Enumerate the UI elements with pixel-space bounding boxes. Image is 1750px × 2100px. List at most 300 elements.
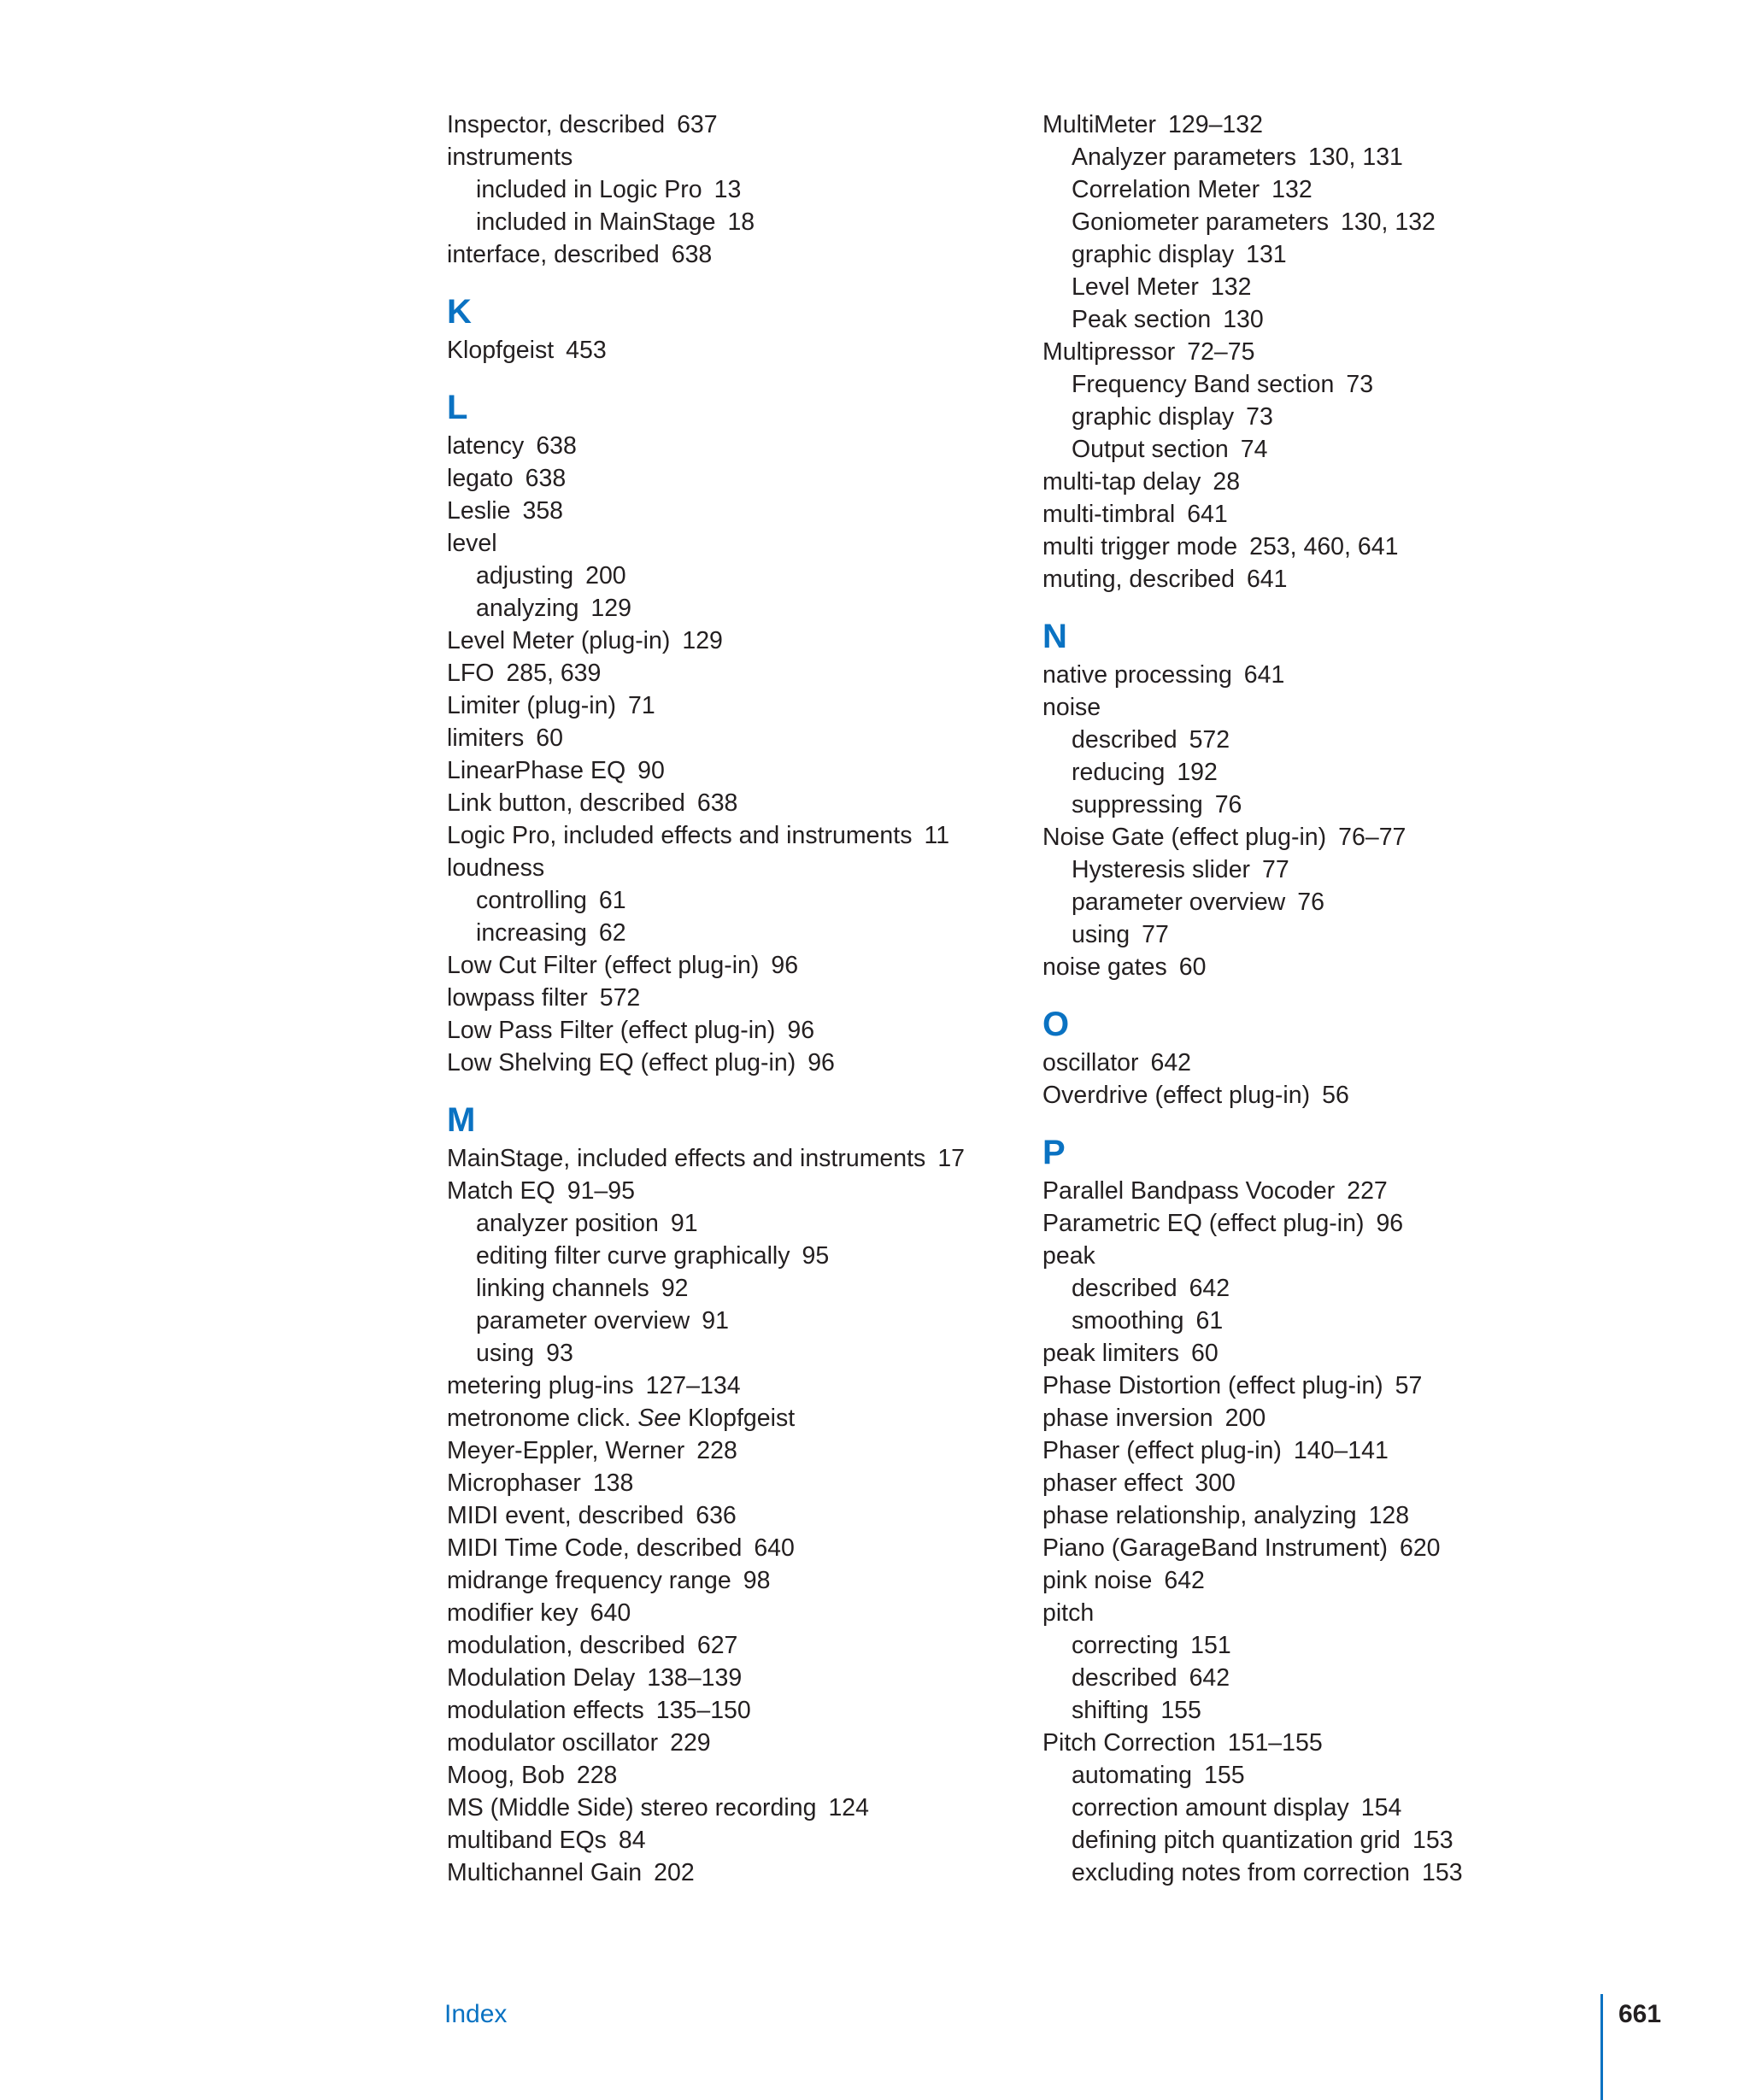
index-term: Hysteresis slider [1072, 856, 1251, 883]
index-term: peak limiters [1042, 1340, 1179, 1367]
index-page-numbers: 138–139 [647, 1664, 743, 1692]
index-entry [447, 1597, 994, 1629]
index-term: Meyer-Eppler, Werner [447, 1437, 685, 1464]
index-term: Phase Distortion (effect plug-in) [1042, 1372, 1383, 1399]
index-entry [447, 1499, 994, 1532]
index-page-numbers: 155 [1204, 1762, 1245, 1789]
index-term: Parametric EQ (effect plug-in) [1042, 1210, 1365, 1237]
index-letter-heading: N [1042, 618, 1067, 655]
index-subentry [1042, 1272, 1589, 1305]
index-term: Link button, described [447, 789, 685, 817]
index-subentry [447, 173, 994, 206]
index-entry [447, 527, 994, 560]
index-page-numbers: 62 [598, 919, 626, 947]
index-page-numbers: 572 [599, 984, 641, 1012]
index-term: shifting [1072, 1697, 1149, 1724]
index-page-numbers: 129–132 [1168, 111, 1263, 138]
index-term: lowpass filter [447, 984, 588, 1012]
index-page-numbers: 17 [937, 1145, 966, 1172]
index-entry [447, 1175, 994, 1207]
index-entry [1042, 1240, 1589, 1272]
index-page-numbers: 637 [677, 111, 718, 138]
index-entry [447, 1370, 994, 1402]
index-page-numbers: 636 [696, 1502, 737, 1529]
index-entry [1042, 1047, 1589, 1079]
index-entry [1042, 466, 1589, 498]
index-page-numbers: 640 [754, 1534, 795, 1562]
index-page-numbers: 77 [1142, 921, 1169, 948]
index-term: suppressing [1072, 791, 1203, 818]
index-term: Modulation Delay [447, 1664, 636, 1692]
index-entry [447, 1467, 994, 1499]
index-page-numbers: 641 [1187, 501, 1228, 528]
index-page-numbers: 60 [1190, 1340, 1219, 1367]
index-entry [447, 1759, 994, 1792]
index-entry [447, 238, 994, 271]
index-entry [447, 462, 994, 495]
index-page-numbers: 91 [702, 1307, 729, 1334]
index-page-numbers: 200 [585, 562, 626, 590]
index-subentry [1042, 1305, 1589, 1337]
index-entry [447, 1629, 994, 1662]
index-term: Peak section [1072, 306, 1212, 333]
index-term: instruments [447, 144, 573, 171]
index-entry [447, 689, 994, 722]
index-term: MainStage, included effects and instruments [447, 1145, 926, 1172]
index-letter-heading: K [447, 293, 472, 331]
index-term: Inspector, described [447, 111, 666, 138]
index-term: loudness [447, 854, 545, 882]
index-entry [1042, 821, 1589, 853]
see-reference-label: See [637, 1405, 682, 1432]
index-entry [1042, 1467, 1589, 1499]
index-subentry [447, 917, 994, 949]
index-term: modulator oscillator [447, 1729, 659, 1757]
index-page-numbers: 127–134 [645, 1372, 741, 1399]
index-term: Limiter (plug-in) [447, 692, 616, 719]
index-term: Overdrive (effect plug-in) [1042, 1082, 1311, 1109]
index-term: Logic Pro, included effects and instruments [447, 822, 913, 849]
index-page-numbers: 92 [661, 1275, 689, 1302]
index-entry [447, 495, 994, 527]
footer-divider [1600, 1994, 1603, 2100]
index-page-numbers: 18 [727, 208, 755, 236]
index-subentry [447, 1337, 994, 1370]
index-entry [1042, 563, 1589, 595]
index-entry [447, 657, 994, 689]
index-page-numbers: 200 [1224, 1405, 1266, 1432]
index-page-numbers: 638 [696, 789, 738, 817]
index-subentry [1042, 1857, 1589, 1889]
index-page-numbers: 641 [1246, 566, 1288, 593]
index-term: defining pitch quantization grid [1072, 1827, 1401, 1854]
index-entry [447, 1142, 994, 1175]
index-subentry [1042, 1792, 1589, 1824]
index-term: LinearPhase EQ [447, 757, 626, 784]
index-letter-heading: L [447, 389, 468, 426]
index-page-numbers: 93 [546, 1340, 573, 1367]
index-page-numbers: 640 [590, 1599, 631, 1627]
index-term: oscillator [1042, 1049, 1139, 1076]
index-term: MS (Middle Side) stereo recording [447, 1794, 817, 1821]
index-page-numbers: 74 [1240, 436, 1268, 463]
index-subentry [1042, 433, 1589, 466]
index-term: included in MainStage [476, 208, 716, 236]
index-subentry [1042, 1824, 1589, 1857]
index-term: Parallel Bandpass Vocoder [1042, 1177, 1336, 1205]
index-term: Match EQ [447, 1177, 555, 1205]
index-subentry [1042, 206, 1589, 238]
index-subentry [447, 206, 994, 238]
index-page-numbers: 638 [671, 241, 713, 268]
index-entry [447, 1564, 994, 1597]
index-page-numbers: 453 [566, 337, 607, 364]
index-term: Klopfgeist [447, 337, 555, 364]
index-subentry [1042, 1694, 1589, 1727]
index-term: Multipressor [1042, 338, 1176, 366]
index-entry [1042, 1532, 1589, 1564]
index-subentry [1042, 173, 1589, 206]
index-term: editing filter curve graphically [476, 1242, 790, 1270]
index-entry [1042, 1499, 1589, 1532]
index-page-numbers: 140–141 [1293, 1437, 1389, 1464]
index-term: MultiMeter [1042, 111, 1157, 138]
index-page-numbers: 60 [536, 724, 563, 752]
index-subentry [1042, 853, 1589, 886]
index-page-numbers: 132 [1271, 176, 1312, 203]
index-page-numbers: 202 [654, 1859, 695, 1886]
index-page-numbers: 11 [924, 822, 950, 849]
index-page-numbers: 642 [1189, 1275, 1230, 1302]
index-page-numbers: 131 [1246, 241, 1287, 268]
index-term: Moog, Bob [447, 1762, 565, 1789]
index-subentry [447, 560, 994, 592]
index-term: MIDI Time Code, described [447, 1534, 743, 1562]
index-term: Microphaser [447, 1469, 581, 1497]
index-term: phase relationship, analyzing [1042, 1502, 1357, 1529]
index-page-numbers: 228 [696, 1437, 737, 1464]
index-entry [447, 1047, 994, 1079]
index-term: Low Cut Filter (effect plug-in) [447, 952, 760, 979]
index-entry [1042, 1370, 1589, 1402]
index-entry [1042, 1175, 1589, 1207]
index-term: multiband EQs [447, 1827, 607, 1854]
index-entry [447, 1662, 994, 1694]
index-page-numbers: 60 [1178, 953, 1207, 981]
index-term: Leslie [447, 497, 511, 525]
index-page-numbers: 154 [1360, 1794, 1402, 1821]
index-entry [447, 852, 994, 884]
index-entry [1042, 1207, 1589, 1240]
index-entry [447, 141, 994, 173]
index-page-numbers: 124 [828, 1794, 869, 1821]
index-term: smoothing [1072, 1307, 1184, 1334]
index-entry [1042, 1727, 1589, 1759]
index-page-numbers: 300 [1195, 1469, 1236, 1497]
index-term: increasing [476, 919, 587, 947]
index-page-numbers: 135–150 [655, 1697, 751, 1724]
index-term: reducing [1072, 759, 1166, 786]
index-entry [447, 1824, 994, 1857]
index-term: included in Logic Pro [476, 176, 702, 203]
index-page-numbers: 61 [1195, 1307, 1224, 1334]
index-term: level [447, 530, 497, 557]
index-subentry [1042, 368, 1589, 401]
index-page-numbers: 130 [1223, 306, 1264, 333]
index-page-numbers: 61 [598, 887, 626, 914]
index-page-numbers: 71 [627, 692, 655, 719]
index-term: analyzer position [476, 1210, 659, 1237]
index-page-numbers: 638 [536, 432, 577, 460]
index-page-numbers: 57 [1395, 1372, 1423, 1399]
index-page-numbers: 73 [1246, 403, 1273, 431]
index-subentry [447, 1305, 994, 1337]
index-term: Noise Gate (effect plug-in) [1042, 824, 1327, 851]
index-page-numbers: 28 [1213, 468, 1241, 496]
index-term: Piano (GarageBand Instrument) [1042, 1534, 1388, 1562]
index-entry [1042, 1079, 1589, 1112]
index-entry [1042, 498, 1589, 531]
index-entry [447, 1532, 994, 1564]
index-term: described [1072, 1275, 1177, 1302]
index-term: Frequency Band section [1072, 371, 1335, 398]
index-term: muting, described [1042, 566, 1235, 593]
index-subentry [1042, 1662, 1589, 1694]
index-term: legato [447, 465, 514, 492]
index-term: automating [1072, 1762, 1193, 1789]
see-reference-target: Klopfgeist [687, 1405, 796, 1432]
index-subentry [447, 884, 994, 917]
index-term: linking channels [476, 1275, 649, 1302]
index-page-numbers: 138 [592, 1469, 634, 1497]
index-page-numbers: 76 [1214, 791, 1242, 818]
index-term: modulation effects [447, 1697, 644, 1724]
index-page-numbers: 96 [807, 1049, 835, 1076]
index-letter-heading: O [1042, 1006, 1070, 1043]
index-entry [1042, 1434, 1589, 1467]
index-page-numbers: 73 [1346, 371, 1374, 398]
index-entry [447, 1402, 994, 1434]
index-page-numbers: 77 [1262, 856, 1289, 883]
index-subentry [1042, 918, 1589, 951]
index-entry [447, 982, 994, 1014]
index-subentry [447, 1207, 994, 1240]
index-term: graphic display [1072, 403, 1235, 431]
index-page-numbers: 91 [670, 1210, 698, 1237]
index-entry [447, 334, 994, 367]
index-term: latency [447, 432, 525, 460]
index-entry [1042, 1337, 1589, 1370]
index-term: Pitch Correction [1042, 1729, 1216, 1757]
index-term: adjusting [476, 562, 574, 590]
index-page-numbers: 642 [1150, 1049, 1192, 1076]
footer-section-label: Index [444, 2000, 508, 2028]
index-term: native processing [1042, 661, 1232, 689]
index-entry [1042, 659, 1589, 691]
index-term: Level Meter [1072, 273, 1199, 301]
index-subentry [447, 1272, 994, 1305]
index-page-numbers: 56 [1322, 1082, 1349, 1109]
index-page-numbers: 128 [1368, 1502, 1410, 1529]
index-page-numbers: 130, 131 [1307, 144, 1403, 171]
index-page-numbers: 638 [525, 465, 567, 492]
index-subentry [1042, 789, 1589, 821]
index-subentry [1042, 271, 1589, 303]
index-subentry [1042, 756, 1589, 789]
index-term: pink noise [1042, 1567, 1153, 1594]
index-term: metering plug-ins [447, 1372, 634, 1399]
index-entry [447, 1727, 994, 1759]
index-entry [1042, 1597, 1589, 1629]
index-term: described [1072, 726, 1177, 754]
index-page-numbers: 151–155 [1227, 1729, 1323, 1757]
index-subentry [1042, 1759, 1589, 1792]
index-term: peak [1042, 1242, 1095, 1270]
index-letter-heading: M [447, 1101, 476, 1139]
index-term: Analyzer parameters [1072, 144, 1296, 171]
index-page-numbers: 642 [1189, 1664, 1230, 1692]
index-page-numbers: 95 [802, 1242, 830, 1270]
index-term: MIDI event, described [447, 1502, 684, 1529]
index-entry [447, 625, 994, 657]
index-term: Low Pass Filter (effect plug-in) [447, 1017, 776, 1044]
index-page-numbers: 229 [670, 1729, 711, 1757]
index-term: correcting [1072, 1632, 1179, 1659]
index-page-numbers: 130, 132 [1340, 208, 1436, 236]
index-page-numbers: 641 [1243, 661, 1285, 689]
index-term: LFO [447, 660, 495, 687]
index-page-numbers: 72–75 [1187, 338, 1255, 366]
index-entry [1042, 336, 1589, 368]
index-page-numbers: 155 [1160, 1697, 1201, 1724]
index-page-numbers: 129 [682, 627, 723, 654]
index-term: pitch [1042, 1599, 1095, 1627]
index-subentry [1042, 141, 1589, 173]
index-entry [447, 1434, 994, 1467]
index-subentry [1042, 401, 1589, 433]
index-page-numbers: 98 [743, 1567, 771, 1594]
index-term: multi-tap delay [1042, 468, 1201, 496]
index-entry [1042, 691, 1589, 724]
index-page-numbers: 253, 460, 641 [1249, 533, 1399, 560]
index-term: modulation, described [447, 1632, 685, 1659]
index-term: phaser effect [1042, 1469, 1183, 1497]
index-term: Multichannel Gain [447, 1859, 643, 1886]
index-term: parameter overview [476, 1307, 690, 1334]
index-term: Output section [1072, 436, 1229, 463]
index-term: correction amount display [1072, 1794, 1349, 1821]
index-page-numbers: 358 [522, 497, 564, 525]
index-term: controlling [476, 887, 587, 914]
index-page-numbers: 13 [714, 176, 742, 203]
index-entry [1042, 531, 1589, 563]
index-entry [447, 754, 994, 787]
index-term: Low Shelving EQ (effect plug-in) [447, 1049, 796, 1076]
index-subentry [1042, 724, 1589, 756]
index-page-numbers: 192 [1177, 759, 1218, 786]
index-term: excluding notes from correction [1072, 1859, 1411, 1886]
index-term: analyzing [476, 595, 579, 622]
index-page-numbers: 228 [576, 1762, 618, 1789]
index-entry [1042, 1564, 1589, 1597]
index-page-numbers: 91–95 [567, 1177, 635, 1205]
index-column-right [1042, 109, 1589, 1889]
index-entry [447, 819, 994, 852]
index-term: Level Meter (plug-in) [447, 627, 671, 654]
index-term: noise [1042, 694, 1101, 721]
index-subentry [447, 1240, 994, 1272]
index-page-numbers: 151 [1190, 1632, 1231, 1659]
index-term: using [476, 1340, 535, 1367]
index-term: graphic display [1072, 241, 1235, 268]
index-subentry [1042, 886, 1589, 918]
index-term: phase inversion [1042, 1405, 1213, 1432]
index-page-numbers: 642 [1164, 1567, 1205, 1594]
index-page-numbers: 96 [771, 952, 799, 979]
index-entry [1042, 1402, 1589, 1434]
index-entry [447, 949, 994, 982]
page-number: 661 [1618, 2000, 1662, 2028]
index-term: interface, described [447, 241, 660, 268]
index-page-numbers: 96 [1376, 1210, 1404, 1237]
index-term: modifier key [447, 1599, 578, 1627]
index-term: noise gates [1042, 953, 1167, 981]
index-page-numbers: 227 [1347, 1177, 1388, 1205]
index-page-numbers: 129 [590, 595, 631, 622]
index-subentry [447, 592, 994, 625]
index-entry [447, 109, 994, 141]
index-page-numbers: 132 [1210, 273, 1252, 301]
index-entry [447, 1014, 994, 1047]
index-subentry [1042, 303, 1589, 336]
index-page-numbers: 84 [618, 1827, 646, 1854]
index-entry [1042, 109, 1589, 141]
index-entry [447, 787, 994, 819]
index-entry [447, 722, 994, 754]
index-term: Goniometer parameters [1072, 208, 1329, 236]
index-column-left [447, 109, 994, 1889]
index-entry [447, 1792, 994, 1824]
index-page-numbers: 285, 639 [506, 660, 602, 687]
index-term: multi trigger mode [1042, 533, 1238, 560]
index-letter-heading: P [1042, 1134, 1066, 1171]
index-page-numbers: 627 [696, 1632, 738, 1659]
index-term: Correlation Meter [1072, 176, 1260, 203]
index-entry [1042, 951, 1589, 983]
index-entry [447, 1694, 994, 1727]
index-subentry [1042, 1629, 1589, 1662]
index-term: using [1072, 921, 1130, 948]
index-term: Phaser (effect plug-in) [1042, 1437, 1282, 1464]
index-term: metronome click. [447, 1405, 631, 1432]
index-page-numbers: 96 [787, 1017, 815, 1044]
index-page-numbers: 153 [1412, 1827, 1453, 1854]
index-term: limiters [447, 724, 525, 752]
index-page-numbers: 76 [1297, 889, 1324, 916]
index-page-numbers: 572 [1189, 726, 1230, 754]
index-page-numbers: 620 [1399, 1534, 1441, 1562]
index-page-numbers: 90 [637, 757, 665, 784]
index-term: multi-timbral [1042, 501, 1176, 528]
index-entry [447, 430, 994, 462]
index-term: midrange frequency range [447, 1567, 731, 1594]
index-page-numbers: 76–77 [1338, 824, 1406, 851]
index-subentry [1042, 238, 1589, 271]
index-entry [447, 1857, 994, 1889]
index-term: parameter overview [1072, 889, 1286, 916]
index-term: described [1072, 1664, 1177, 1692]
index-page-numbers: 153 [1422, 1859, 1463, 1886]
